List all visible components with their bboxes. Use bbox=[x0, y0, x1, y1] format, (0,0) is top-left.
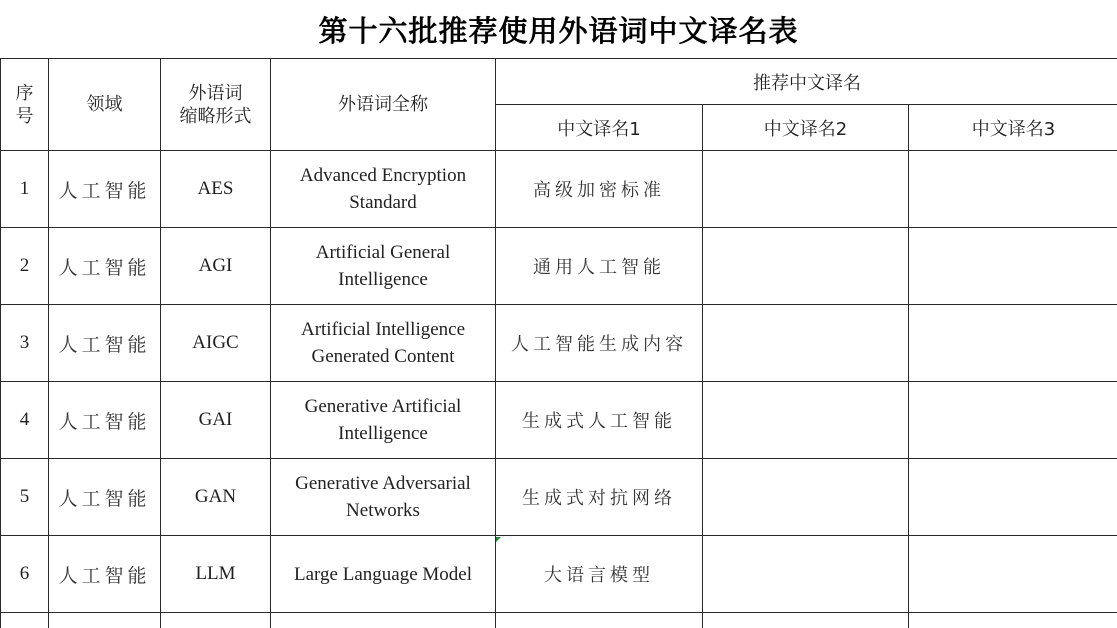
cell-full-name[interactable] bbox=[271, 151, 496, 228]
table-row bbox=[1, 382, 1117, 459]
cell-name3[interactable] bbox=[909, 459, 1117, 536]
cell-name1[interactable]: 大语言模型 bbox=[496, 536, 703, 613]
cell-empty[interactable] bbox=[161, 613, 271, 628]
header-name2[interactable]: 中文译名2 bbox=[703, 105, 909, 151]
cell-seq[interactable]: 6 bbox=[1, 536, 49, 613]
header-seq-line2: 号 bbox=[15, 105, 34, 127]
cell-field[interactable]: 人工智能 bbox=[49, 536, 161, 613]
header-seq-line1: 序 bbox=[15, 82, 34, 104]
cell-name1[interactable]: 通用人工智能 bbox=[496, 228, 703, 305]
cell-field[interactable]: 人工智能 bbox=[49, 151, 161, 228]
cell-name2[interactable] bbox=[703, 382, 909, 459]
cell-name3[interactable] bbox=[909, 382, 1117, 459]
cell-name3[interactable] bbox=[909, 536, 1117, 613]
cell-name1[interactable]: 人工智能生成内容 bbox=[496, 305, 703, 382]
cell-empty[interactable] bbox=[49, 613, 161, 628]
cell-empty[interactable] bbox=[271, 613, 496, 628]
table-row-partial bbox=[1, 613, 1117, 628]
cell-seq[interactable]: 1 bbox=[1, 151, 49, 228]
full-name-line1: Artificial Intelligence bbox=[300, 319, 466, 340]
full-name-line2: Generated Content bbox=[311, 346, 455, 367]
table-row bbox=[1, 459, 1117, 536]
full-name-line2: Intelligence bbox=[338, 423, 428, 444]
page-title: 第十六批推荐使用外语词中文译名表 bbox=[318, 13, 799, 48]
full-name-line2: Networks bbox=[346, 500, 420, 521]
cell-name1[interactable]: 生成式人工智能 bbox=[496, 382, 703, 459]
header-field[interactable]: 领域 bbox=[49, 59, 161, 151]
cell-field[interactable]: 人工智能 bbox=[49, 305, 161, 382]
header-seq[interactable] bbox=[1, 59, 49, 151]
cell-abbr[interactable]: GAI bbox=[161, 382, 271, 459]
header-name1[interactable]: 中文译名1 bbox=[496, 105, 703, 151]
cell-abbr[interactable]: AIGC bbox=[161, 305, 271, 382]
header-row-top bbox=[1, 59, 1117, 105]
cell-seq[interactable]: 3 bbox=[1, 305, 49, 382]
cell-full-name[interactable] bbox=[271, 228, 496, 305]
cell-empty[interactable] bbox=[496, 613, 703, 628]
header-abbr[interactable] bbox=[161, 59, 271, 151]
header-full-name[interactable]: 外语词全称 bbox=[271, 59, 496, 151]
cell-seq[interactable]: 5 bbox=[1, 459, 49, 536]
full-name-line1: Advanced Encryption bbox=[299, 165, 467, 186]
cell-abbr[interactable]: GAN bbox=[161, 459, 271, 536]
cell-seq[interactable]: 4 bbox=[1, 382, 49, 459]
cell-name2[interactable] bbox=[703, 459, 909, 536]
cell-full-name[interactable] bbox=[271, 536, 496, 613]
cell-name3[interactable] bbox=[909, 151, 1117, 228]
full-name-line1: Large Language Model bbox=[294, 563, 472, 585]
cell-field[interactable]: 人工智能 bbox=[49, 382, 161, 459]
full-name-line2: Standard bbox=[349, 192, 417, 213]
full-name-line1: Generative Artificial bbox=[304, 396, 462, 417]
cell-name2[interactable] bbox=[703, 228, 909, 305]
header-abbr-line1: 外语词 bbox=[188, 82, 243, 104]
cell-abbr[interactable]: LLM bbox=[161, 536, 271, 613]
header-abbr-line2: 缩略形式 bbox=[179, 105, 252, 127]
cell-empty[interactable] bbox=[909, 613, 1117, 628]
table-row bbox=[1, 228, 1117, 305]
cell-full-name[interactable] bbox=[271, 305, 496, 382]
cell-abbr[interactable]: AES bbox=[161, 151, 271, 228]
table-frame bbox=[0, 58, 1117, 628]
table-row bbox=[1, 305, 1117, 382]
full-name-line1: Artificial General bbox=[315, 242, 451, 263]
full-name-line2: Intelligence bbox=[338, 269, 428, 290]
cell-seq[interactable]: 2 bbox=[1, 228, 49, 305]
translation-table bbox=[0, 58, 1117, 628]
table-row bbox=[1, 536, 1117, 613]
table-row bbox=[1, 151, 1117, 228]
cell-name3[interactable] bbox=[909, 228, 1117, 305]
cell-name2[interactable] bbox=[703, 151, 909, 228]
header-name3[interactable]: 中文译名3 bbox=[909, 105, 1117, 151]
cell-abbr[interactable]: AGI bbox=[161, 228, 271, 305]
full-name-line1: Generative Adversarial bbox=[295, 473, 471, 494]
header-recommended[interactable]: 推荐中文译名 bbox=[496, 59, 1117, 105]
cell-name1[interactable]: 高级加密标准 bbox=[496, 151, 703, 228]
cell-name1[interactable]: 生成式对抗网络 bbox=[496, 459, 703, 536]
cell-empty[interactable] bbox=[1, 613, 49, 628]
cell-field[interactable]: 人工智能 bbox=[49, 228, 161, 305]
cell-full-name[interactable] bbox=[271, 459, 496, 536]
cell-name3[interactable] bbox=[909, 305, 1117, 382]
cell-error-indicator bbox=[496, 537, 501, 542]
cell-full-name[interactable] bbox=[271, 382, 496, 459]
cell-field[interactable]: 人工智能 bbox=[49, 459, 161, 536]
cell-name2[interactable] bbox=[703, 305, 909, 382]
cell-empty[interactable] bbox=[703, 613, 909, 628]
cell-name2[interactable] bbox=[703, 536, 909, 613]
